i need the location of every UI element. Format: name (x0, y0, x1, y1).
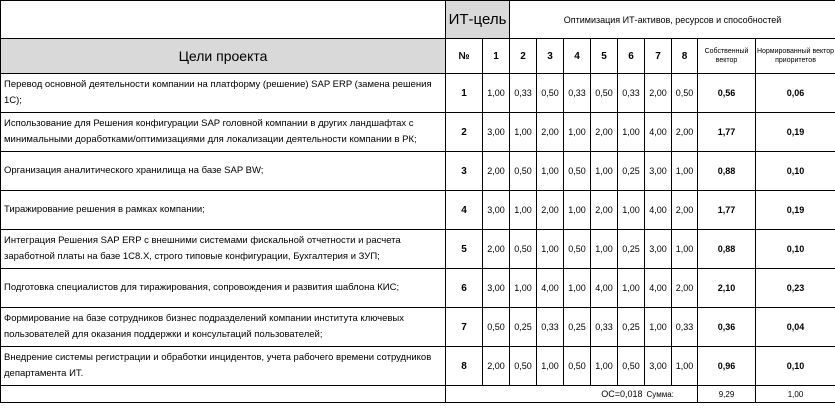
value-cell: 0,50 (564, 347, 591, 386)
value-cell: 2,00 (645, 74, 672, 113)
footer-row (1, 386, 835, 403)
value-cell: 0,33 (564, 74, 591, 113)
value-cell: 4,00 (591, 269, 618, 308)
value-cell: 1,00 (483, 74, 510, 113)
value-cell: 2,00 (591, 191, 618, 230)
value-cell: 1,00 (591, 230, 618, 269)
value-cell: 4,00 (645, 113, 672, 152)
value-cell: 0,50 (591, 74, 618, 113)
column-header-row (1, 39, 835, 74)
criterion-header-5: 5 (591, 39, 618, 74)
goal-text: Использование для Решения конфигурации SAP головной компании в других ландшафтах с минимальными доработками/оптимизациями для локализации деятельности компании в РК; (1, 113, 446, 152)
value-cell: 1,00 (645, 308, 672, 347)
it-goal-header: ИТ-цель (446, 1, 510, 39)
table-row (1, 269, 835, 308)
value-cell: 1,00 (591, 152, 618, 191)
value-cell: 1,00 (510, 191, 537, 230)
value-cell: 1,00 (564, 113, 591, 152)
criterion-header-6: 6 (618, 39, 645, 74)
value-cell: 1,00 (537, 230, 564, 269)
value-cell: 0,50 (618, 347, 645, 386)
value-cell: 4,00 (645, 269, 672, 308)
footer-blank-cell (1, 386, 446, 403)
value-cell: 1,00 (510, 113, 537, 152)
table-row (1, 113, 835, 152)
table-row (1, 308, 835, 347)
criterion-header-3: 3 (537, 39, 564, 74)
value-cell: 0,33 (591, 308, 618, 347)
value-cell: 4,00 (645, 191, 672, 230)
value-cell: 0,25 (618, 308, 645, 347)
value-cell: 2,00 (591, 113, 618, 152)
norm-vector-value: 0,19 (756, 191, 835, 230)
value-cell: 2,00 (672, 191, 698, 230)
norm-vector-value: 0,23 (756, 269, 835, 308)
value-cell: 2,00 (672, 269, 698, 308)
value-cell: 1,00 (672, 152, 698, 191)
title-row (1, 1, 835, 39)
value-cell: 0,33 (618, 74, 645, 113)
value-cell: 0,50 (510, 347, 537, 386)
value-cell: 1,00 (672, 347, 698, 386)
own-vector-value: 0,56 (698, 74, 756, 113)
value-cell: 3,00 (645, 230, 672, 269)
norm-vector-value: 0,06 (756, 74, 835, 113)
own-vector-value: 1,77 (698, 191, 756, 230)
value-cell: 1,00 (537, 347, 564, 386)
project-goals-header: Цели проекта (1, 39, 446, 74)
goal-text: Подготовка специалистов для тиражирования, сопровождения и развития шаблона КИС; (1, 269, 446, 308)
value-cell: 1,00 (618, 269, 645, 308)
blank-header-cell (1, 1, 446, 39)
own-vector-value: 2,10 (698, 269, 756, 308)
own-vector-value: 0,88 (698, 230, 756, 269)
value-cell: 1,00 (510, 269, 537, 308)
norm-vector-value: 0,10 (756, 152, 835, 191)
value-cell: 0,33 (672, 308, 698, 347)
value-cell: 0,25 (510, 308, 537, 347)
own-vector-value: 0,36 (698, 308, 756, 347)
value-cell: 0,33 (510, 74, 537, 113)
value-cell: 0,50 (483, 308, 510, 347)
value-cell: 0,33 (537, 308, 564, 347)
value-cell: 2,00 (483, 152, 510, 191)
goal-text: Интеграция Решения SAP ERP с внешними системами фискальной отчетности и расчета заработной платы на базе 1С8.Х, строго типовые конфигурации, Бухгалтерия и ЗУП; (1, 230, 446, 269)
num-column-header: № (446, 39, 483, 74)
criterion-header-2: 2 (510, 39, 537, 74)
row-number: 5 (446, 230, 483, 269)
row-number: 8 (446, 347, 483, 386)
value-cell: 3,00 (483, 113, 510, 152)
table-row (1, 191, 835, 230)
value-cell: 2,00 (483, 347, 510, 386)
value-cell: 1,00 (672, 230, 698, 269)
norm-vector-value: 0,10 (756, 347, 835, 386)
criterion-header-4: 4 (564, 39, 591, 74)
value-cell: 1,00 (618, 113, 645, 152)
own-vector-value: 0,88 (698, 152, 756, 191)
row-number: 6 (446, 269, 483, 308)
value-cell: 1,00 (591, 347, 618, 386)
goal-text: Перевод основной деятельности компании на платформу (решение) SAP ERP (замена решения 1С); (1, 74, 446, 113)
optimization-title: Оптимизация ИТ-активов, ресурсов и способностей (510, 1, 835, 39)
value-cell: 0,25 (618, 152, 645, 191)
value-cell: 0,25 (564, 308, 591, 347)
goal-text: Организация аналитического хранилища на базе SAP BW; (1, 152, 446, 191)
row-number: 2 (446, 113, 483, 152)
sum-label: Сумма: (645, 386, 698, 403)
row-number: 3 (446, 152, 483, 191)
goal-text: Тиражирование решения в рамках компании; (1, 191, 446, 230)
norm-vector-value: 0,04 (756, 308, 835, 347)
value-cell: 0,25 (618, 230, 645, 269)
own-vector-value: 1,77 (698, 113, 756, 152)
value-cell: 2,00 (483, 230, 510, 269)
table-row (1, 230, 835, 269)
value-cell: 2,00 (537, 191, 564, 230)
value-cell: 3,00 (645, 152, 672, 191)
row-number: 4 (446, 191, 483, 230)
value-cell: 4,00 (537, 269, 564, 308)
value-cell: 3,00 (645, 347, 672, 386)
norm-vector-sum: 1,00 (756, 386, 835, 403)
norm-vector-value: 0,10 (756, 230, 835, 269)
value-cell: 1,00 (537, 152, 564, 191)
value-cell: 1,00 (564, 269, 591, 308)
own-vector-value: 0,96 (698, 347, 756, 386)
table-row (1, 152, 835, 191)
value-cell: 0,50 (564, 230, 591, 269)
value-cell: 1,00 (564, 191, 591, 230)
criterion-header-1: 1 (483, 39, 510, 74)
consistency-ratio: ОС=0,018 (446, 386, 645, 403)
value-cell: 0,50 (510, 230, 537, 269)
table-row (1, 74, 835, 113)
value-cell: 3,00 (483, 269, 510, 308)
value-cell: 0,50 (537, 74, 564, 113)
row-number: 7 (446, 308, 483, 347)
own-vector-sum: 9,29 (698, 386, 756, 403)
value-cell: 0,50 (510, 152, 537, 191)
goal-text: Формирование на базе сотрудников бизнес подразделений компании института ключевых пользователей для оказания поддержки и консультаций пользователей; (1, 308, 446, 347)
value-cell: 2,00 (537, 113, 564, 152)
norm-vector-header: Нормированный вектор приоритетов (756, 39, 835, 74)
criterion-header-7: 7 (645, 39, 672, 74)
norm-vector-value: 0,19 (756, 113, 835, 152)
value-cell: 0,50 (672, 74, 698, 113)
value-cell: 0,50 (564, 152, 591, 191)
table-row (1, 347, 835, 386)
value-cell: 2,00 (672, 113, 698, 152)
value-cell: 3,00 (483, 191, 510, 230)
value-cell: 1,00 (618, 191, 645, 230)
goal-text: Внедрение системы регистрации и обработки инцидентов, учета рабочего времени сотрудников департамента ИТ. (1, 347, 446, 386)
row-number: 1 (446, 74, 483, 113)
criterion-header-8: 8 (672, 39, 698, 74)
own-vector-header: Собственный вектор (698, 39, 756, 74)
